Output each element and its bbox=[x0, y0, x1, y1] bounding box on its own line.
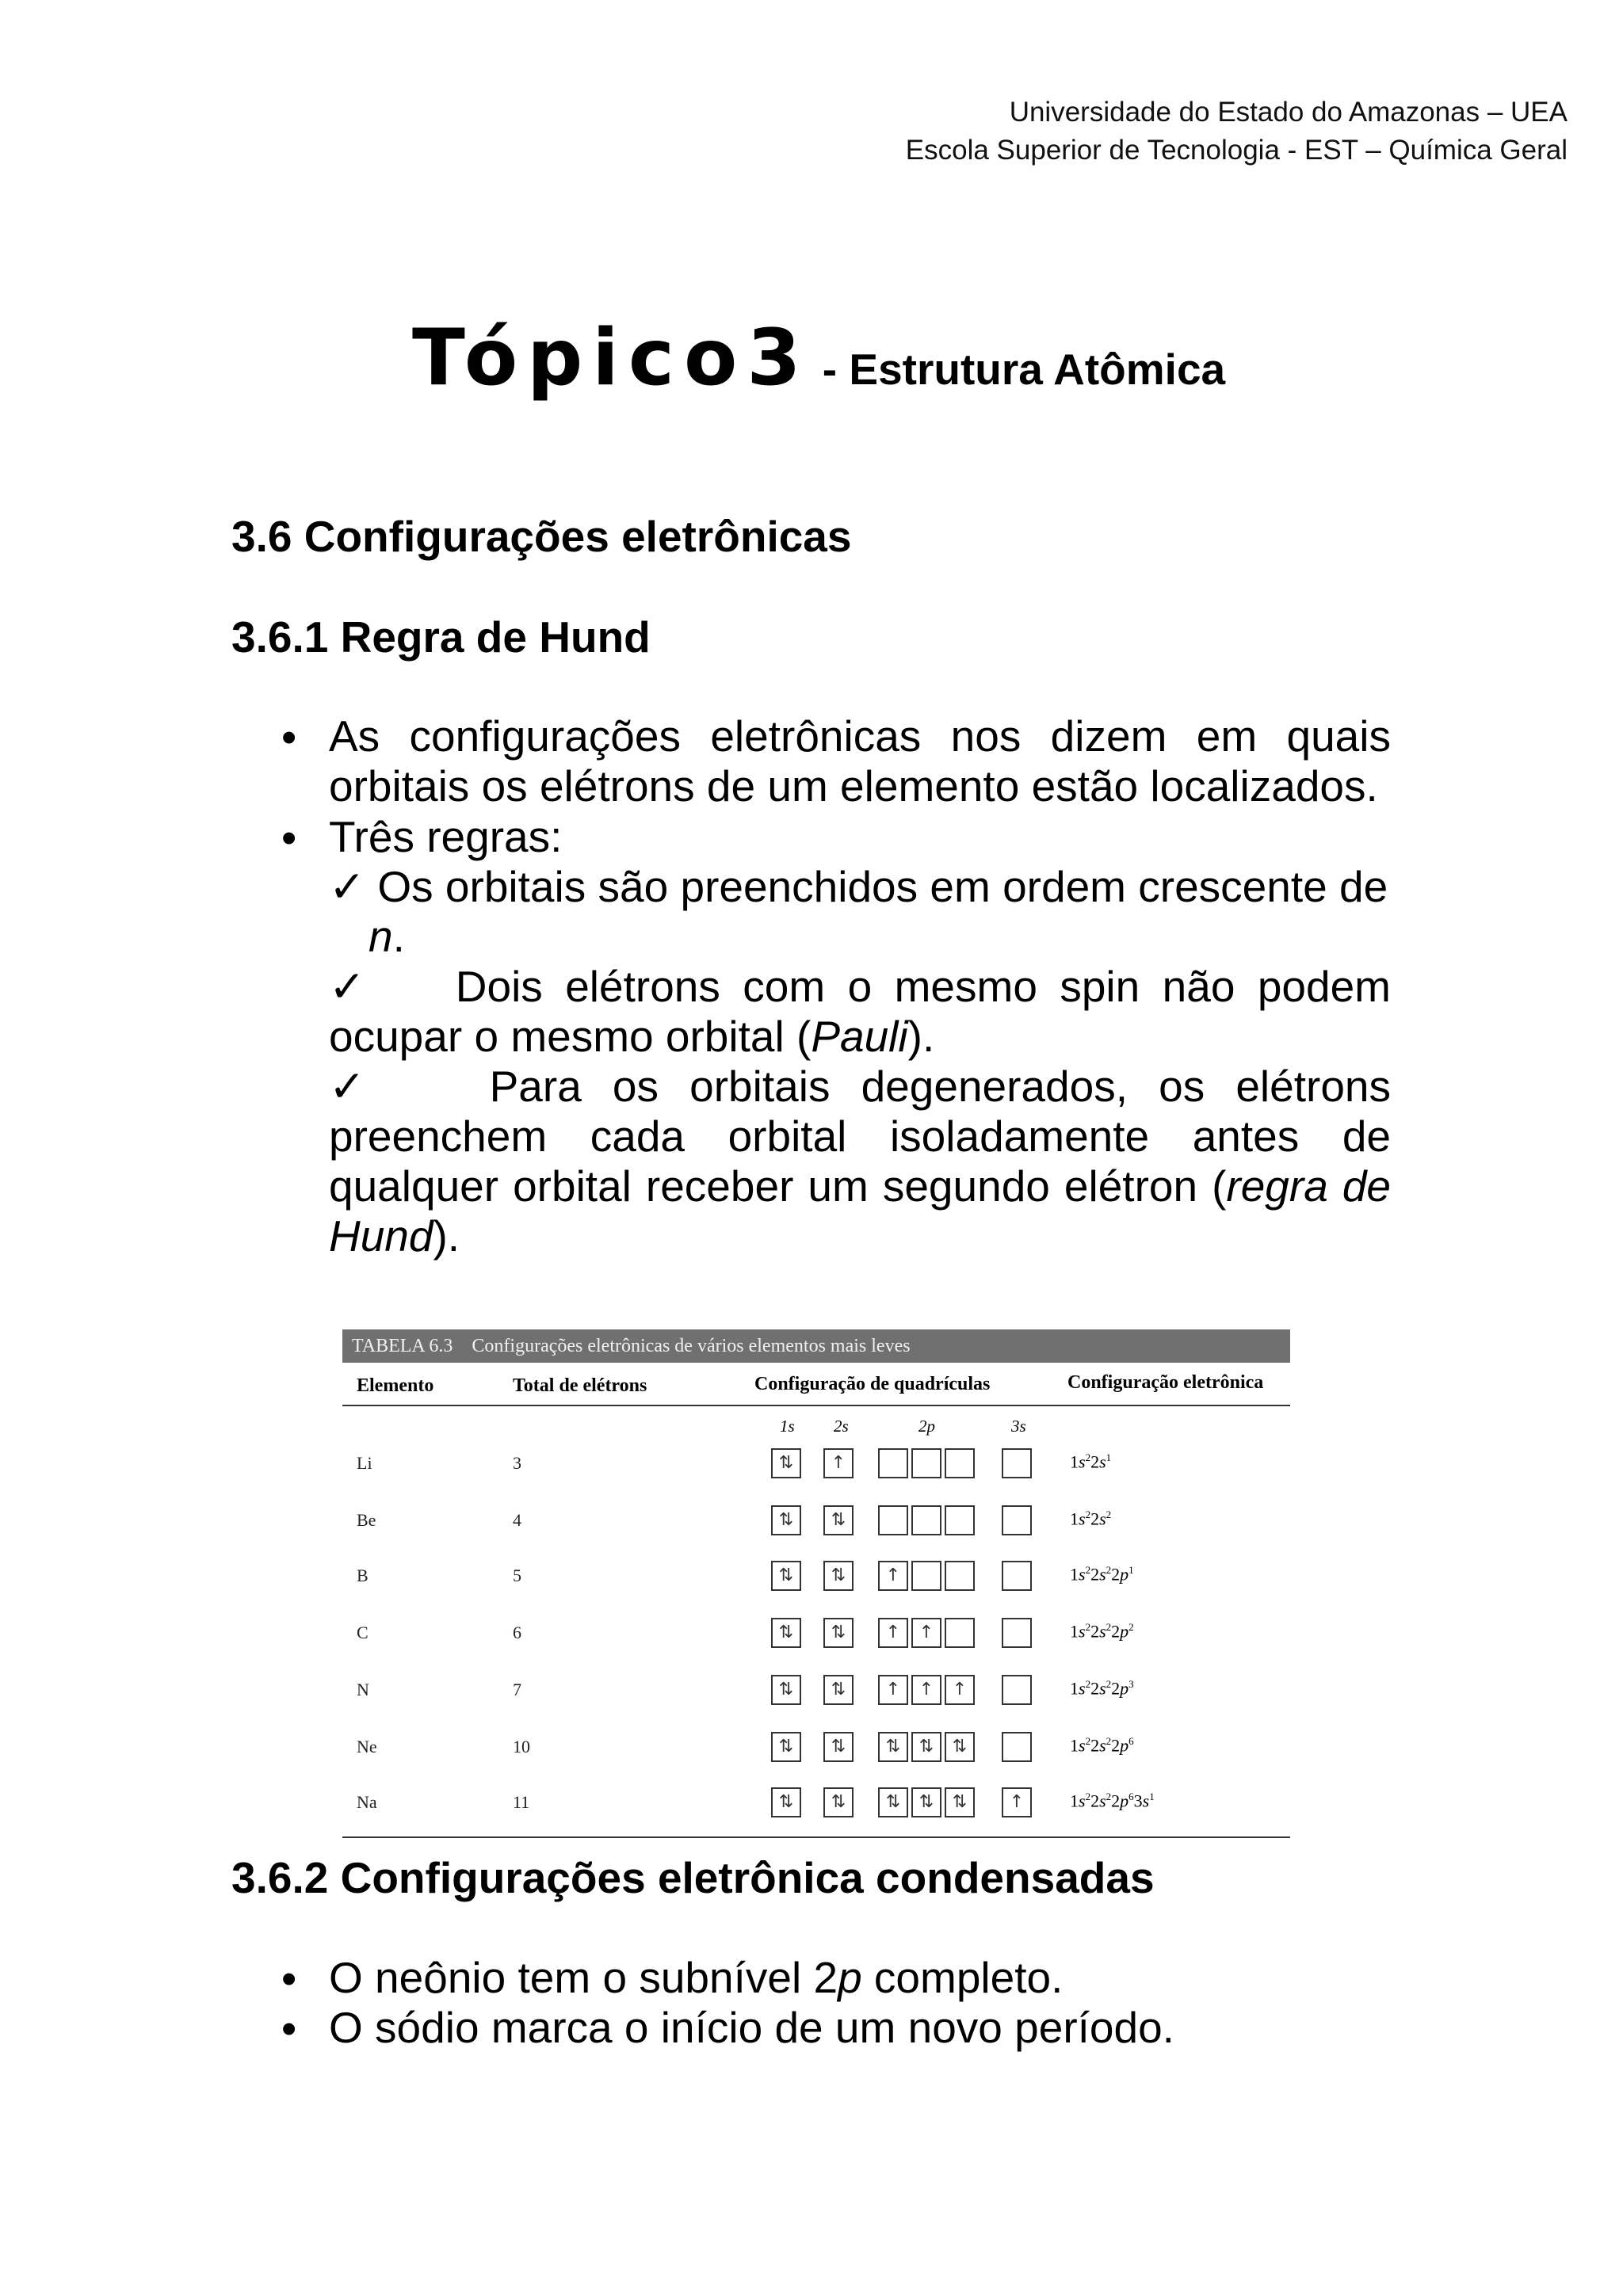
col-header-total: Total de elétrons bbox=[513, 1375, 647, 1396]
table-header-rule bbox=[342, 1405, 1290, 1406]
orbital-label-2p: 2p bbox=[918, 1417, 935, 1436]
orbital-box: ⇅ bbox=[823, 1787, 854, 1817]
orbital-box bbox=[1002, 1561, 1032, 1591]
orbital-box: ⇅ bbox=[771, 1448, 801, 1478]
check-icon: ✓ bbox=[329, 962, 366, 1011]
bullet-configurations: As configurações eletrônicas nos dizem em quais orbitais os elétrons de um elemento estão localizados. bbox=[329, 711, 1391, 810]
orbital-box: ⇅ bbox=[823, 1561, 854, 1591]
orbital-box: ⇅ bbox=[771, 1561, 801, 1591]
orbital-box: ↑ bbox=[878, 1561, 908, 1591]
orbital-box bbox=[911, 1505, 941, 1535]
orbital-label-2s: 2s bbox=[834, 1417, 849, 1436]
cell-electron-config: $1s^22s^22p^1$ bbox=[1070, 1564, 1134, 1585]
orbital-box: ⇅ bbox=[911, 1787, 941, 1817]
cell-element: Na bbox=[357, 1792, 377, 1812]
orbital-box bbox=[1002, 1732, 1032, 1762]
orbital-box: ⇅ bbox=[771, 1618, 801, 1648]
section-heading-3-6-2: 3.6.2 Configurações eletrônica condensadas bbox=[231, 1853, 1155, 1902]
orbital-box: ⇅ bbox=[771, 1732, 801, 1762]
orbital-box: ⇅ bbox=[878, 1787, 908, 1817]
orbital-box: ↑ bbox=[878, 1675, 908, 1705]
cell-electron-config: $1s^22s^22p^63s^1$ bbox=[1070, 1791, 1155, 1811]
orbital-box: ↑ bbox=[945, 1675, 975, 1705]
check-icon: ✓ bbox=[329, 862, 366, 911]
bullet-sodium: O sódio marca o início de um novo período. bbox=[329, 2003, 1174, 2052]
title-subject: - Estrutura Atômica bbox=[810, 345, 1226, 394]
cell-element: N bbox=[357, 1680, 369, 1699]
section-heading-3-6: 3.6 Configurações eletrônicas bbox=[231, 512, 852, 561]
orbital-box bbox=[878, 1505, 908, 1535]
orbital-box bbox=[911, 1561, 941, 1591]
bullet-dot: • bbox=[281, 813, 297, 862]
page-title bbox=[412, 313, 1225, 403]
orbital-box: ⇅ bbox=[823, 1618, 854, 1648]
bullet-dot: • bbox=[281, 2004, 297, 2053]
cell-total-electrons: 4 bbox=[513, 1510, 521, 1530]
col-header-box-config: Configuração de quadrículas bbox=[754, 1374, 991, 1394]
orbital-box bbox=[1002, 1505, 1032, 1535]
table-bottom-rule bbox=[342, 1836, 1290, 1838]
title-topic: Tópico3 bbox=[412, 313, 811, 403]
orbital-box: ↑ bbox=[911, 1618, 941, 1648]
orbital-box bbox=[1002, 1448, 1032, 1478]
orbital-box: ⇅ bbox=[771, 1505, 801, 1535]
orbital-box: ↑ bbox=[911, 1675, 941, 1705]
document-header bbox=[906, 93, 1568, 170]
orbital-label-1s: 1s bbox=[780, 1417, 795, 1436]
bullet-neon: O neônio tem o subnível 2p completo. bbox=[329, 1953, 1064, 2002]
orbital-box: ⇅ bbox=[771, 1787, 801, 1817]
check-icon: ✓ bbox=[329, 1062, 366, 1111]
cell-total-electrons: 11 bbox=[513, 1792, 530, 1812]
cell-total-electrons: 10 bbox=[513, 1737, 530, 1756]
orbital-box bbox=[1002, 1675, 1032, 1705]
rule-1-text-n: n. bbox=[369, 912, 405, 961]
bullet-three-rules: Três regras: bbox=[329, 812, 563, 861]
orbital-box bbox=[945, 1505, 975, 1535]
header-university: Universidade do Estado do Amazonas – UEA bbox=[1009, 97, 1568, 128]
orbital-box: ↑ bbox=[823, 1448, 854, 1478]
orbital-box bbox=[945, 1561, 975, 1591]
orbital-box: ↑ bbox=[1002, 1787, 1032, 1817]
header-school: Escola Superior de Tecnologia - EST – Química Geral bbox=[905, 135, 1568, 166]
cell-electron-config: $1s^22s^2$ bbox=[1070, 1508, 1112, 1529]
cell-electron-config: $1s^22s^22p^6$ bbox=[1070, 1735, 1134, 1756]
orbital-label-3s: 3s bbox=[1011, 1417, 1026, 1436]
cell-electron-config: $1s^22s^22p^2$ bbox=[1070, 1621, 1134, 1642]
table-caption bbox=[342, 1329, 1290, 1363]
orbital-box: ⇅ bbox=[911, 1732, 941, 1762]
table-caption-label: TABELA 6.3 bbox=[352, 1336, 453, 1356]
table-caption-text: Configurações eletrônicas de vários elementos mais leves bbox=[472, 1336, 911, 1356]
bullet-dot: • bbox=[281, 712, 297, 761]
rule-2-text: Dois elétrons com o mesmo spin não podem ocupar o mesmo orbital (Pauli). bbox=[329, 962, 1392, 1061]
cell-total-electrons: 6 bbox=[513, 1623, 521, 1642]
orbital-box bbox=[911, 1448, 941, 1478]
cell-total-electrons: 5 bbox=[513, 1566, 521, 1585]
orbital-box bbox=[945, 1618, 975, 1648]
orbital-box: ⇅ bbox=[823, 1675, 854, 1705]
rule-1 bbox=[329, 862, 1391, 962]
orbital-box: ⇅ bbox=[823, 1732, 854, 1762]
cell-element: B bbox=[357, 1566, 369, 1585]
bullet-dot: • bbox=[281, 1954, 297, 2003]
orbital-box: ↑ bbox=[878, 1618, 908, 1648]
cell-total-electrons: 3 bbox=[513, 1453, 521, 1473]
cell-element: Li bbox=[357, 1453, 372, 1473]
orbital-box: ⇅ bbox=[945, 1787, 975, 1817]
cell-element: Ne bbox=[357, 1737, 377, 1756]
cell-electron-config: $1s^22s^1$ bbox=[1070, 1451, 1112, 1472]
col-header-electron-config: Configuração eletrônica bbox=[1067, 1372, 1264, 1393]
orbital-box bbox=[1002, 1618, 1032, 1648]
orbital-box bbox=[878, 1448, 908, 1478]
rule-1-text: Os orbitais são preenchidos em ordem crescente de bbox=[377, 862, 1388, 911]
rule-3-text: Para os orbitais degenerados, os elétrons preenchem cada orbital isoladamente antes de qualquer orbital receber um segundo elétron (regra de Hund). bbox=[329, 1062, 1392, 1261]
section-heading-3-6-1: 3.6.1 Regra de Hund bbox=[231, 612, 651, 662]
cell-element: C bbox=[357, 1623, 369, 1642]
orbital-box: ⇅ bbox=[878, 1732, 908, 1762]
orbital-box: ⇅ bbox=[945, 1732, 975, 1762]
orbital-box: ⇅ bbox=[823, 1505, 854, 1535]
rule-3 bbox=[329, 1062, 1391, 1261]
orbital-box bbox=[945, 1448, 975, 1478]
table-6-3 bbox=[342, 1329, 1290, 1840]
cell-element: Be bbox=[357, 1510, 376, 1530]
rule-2 bbox=[329, 962, 1391, 1062]
cell-electron-config: $1s^22s^22p^3$ bbox=[1070, 1678, 1134, 1699]
cell-total-electrons: 7 bbox=[513, 1680, 521, 1699]
orbital-box: ⇅ bbox=[771, 1675, 801, 1705]
col-header-element: Elemento bbox=[357, 1375, 434, 1396]
